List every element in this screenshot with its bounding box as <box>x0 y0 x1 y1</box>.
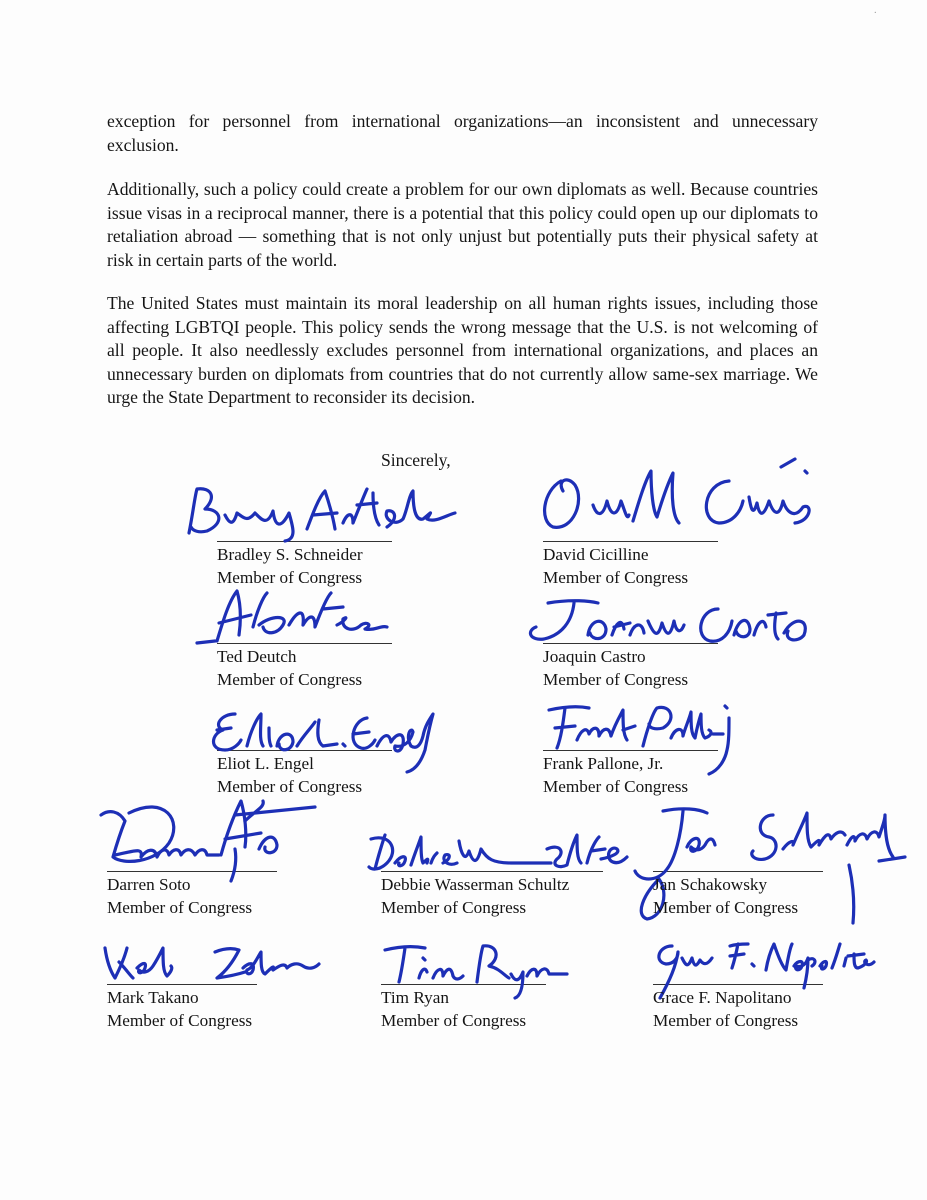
handwritten-signature <box>177 483 467 543</box>
signatory-name: Grace F. Napolitano <box>653 988 792 1007</box>
closing-salutation: Sincerely, <box>381 450 451 470</box>
signatory-name: Debbie Wasserman Schultz <box>381 875 570 894</box>
signatory-title: Member of Congress <box>217 670 363 689</box>
handwritten-signature <box>533 461 823 551</box>
signatory-name: Frank Pallone, Jr. <box>543 754 664 773</box>
signatory-title: Member of Congress <box>217 777 363 796</box>
signatory-name: Mark Takano <box>107 988 199 1007</box>
signatory-title: Member of Congress <box>381 898 527 917</box>
signatory-name: Jan Schakowsky <box>653 875 768 894</box>
signatory-title: Member of Congress <box>381 1011 527 1030</box>
signatory-title: Member of Congress <box>653 898 799 917</box>
letter-paragraph-3: The United States must maintain its moral leadership on all human rights issues, including those affecting LGBTQI people. This policy sends the wrong message that the U.S. is not welcoming of all people. It also needlessly excludes personnel from international organizations, and places an unnecessary burden on diplomats from countries that do not currently allow same-sex marriage. We urge the State Department to reconsider its decision. <box>107 293 818 407</box>
letter-paragraph-1: exception for personnel from international organizations—an inconsistent and unnecessary exclusion. <box>107 111 818 155</box>
signatory-name: Ted Deutch <box>217 647 297 666</box>
signatory-title: Member of Congress <box>107 898 253 917</box>
signatory-title: Member of Congress <box>543 568 689 587</box>
signatory-name: Bradley S. Schneider <box>217 545 363 564</box>
scan-speck: · <box>873 8 877 19</box>
signatory-title: Member of Congress <box>653 1011 799 1030</box>
signatory-name: Joaquin Castro <box>543 647 646 666</box>
signatory-title: Member of Congress <box>107 1011 253 1030</box>
handwritten-signature <box>197 585 417 650</box>
letter-paragraph-2: Additionally, such a policy could create a problem for our own diplomats as well. Because countries issue visas in a reciprocal manner, there is a potential that this policy could open up our diplomats to retaliation abroad — something that is not only unjust but potentially puts their physical safety at risk in certain parts of the world. <box>107 179 818 270</box>
signatory-title: Member of Congress <box>217 568 363 587</box>
signatory-name: Tim Ryan <box>381 988 449 1007</box>
signatory-name: Darren Soto <box>107 875 191 894</box>
signatory-name: Eliot L. Engel <box>217 754 314 773</box>
signatory-title: Member of Congress <box>543 670 689 689</box>
signatory-name: David Cicilline <box>543 545 649 564</box>
signatory-title: Member of Congress <box>543 777 689 796</box>
